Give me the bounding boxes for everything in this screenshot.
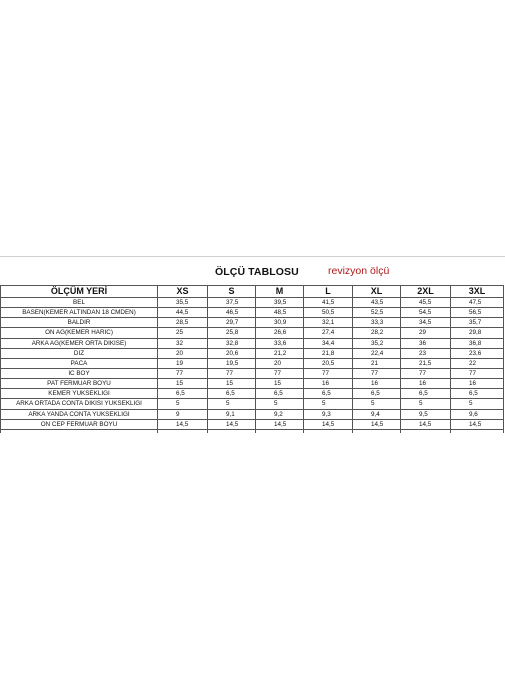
size-value-cell: 5 — [208, 399, 256, 409]
column-header-s: S — [208, 286, 256, 298]
size-value-cell: 16 — [451, 379, 504, 389]
size-value-cell: 32 — [158, 338, 208, 348]
size-value-cell: 6,5 — [401, 389, 451, 399]
column-header-2xl: 2XL — [401, 286, 451, 298]
measurement-label: KEMER YUKSEKLIGI — [1, 389, 158, 399]
size-value-cell: 22 — [451, 358, 504, 368]
size-value-cell: 23,6 — [451, 348, 504, 358]
size-value-cell: 6,5 — [304, 389, 353, 399]
measurement-label: BALDIR — [1, 318, 158, 328]
size-value-cell: 43,5 — [353, 298, 401, 308]
size-value-cell: 35,2 — [353, 338, 401, 348]
size-value-cell: 20 — [158, 348, 208, 358]
size-value-cell: 6,5 — [158, 389, 208, 399]
size-value-cell: 50,5 — [304, 308, 353, 318]
column-header-xl: XL — [353, 286, 401, 298]
size-value-cell: 19 — [158, 358, 208, 368]
size-value-cell: 20,5 — [304, 358, 353, 368]
empty-cell — [256, 429, 304, 433]
size-value-cell: 77 — [158, 368, 208, 378]
empty-cell — [451, 429, 504, 433]
size-value-cell: 77 — [208, 368, 256, 378]
size-value-cell: 9,4 — [353, 409, 401, 419]
measurement-label: ON AG(KEMER HARIC) — [1, 328, 158, 338]
empty-cell — [304, 429, 353, 433]
size-value-cell: 9,2 — [256, 409, 304, 419]
size-value-cell: 36 — [401, 338, 451, 348]
title-row — [0, 256, 505, 285]
measurement-label: IC BOY — [1, 368, 158, 378]
table-row — [1, 419, 504, 429]
size-value-cell: 37,5 — [208, 298, 256, 308]
size-value-cell: 15 — [158, 379, 208, 389]
size-value-cell: 25 — [158, 328, 208, 338]
measurement-label: DIZ — [1, 348, 158, 358]
size-value-cell: 20 — [256, 358, 304, 368]
size-value-cell: 29,7 — [208, 318, 256, 328]
table-row — [1, 338, 504, 348]
size-value-cell: 5 — [353, 399, 401, 409]
size-value-cell: 9,3 — [304, 409, 353, 419]
table-row — [1, 368, 504, 378]
size-value-cell: 26,6 — [256, 328, 304, 338]
size-value-cell: 21,2 — [256, 348, 304, 358]
size-value-cell: 21 — [353, 358, 401, 368]
size-value-cell: 34,4 — [304, 338, 353, 348]
size-value-cell: 16 — [401, 379, 451, 389]
empty-cell — [353, 429, 401, 433]
size-value-cell: 5 — [304, 399, 353, 409]
size-value-cell: 30,9 — [256, 318, 304, 328]
column-header-m: M — [256, 286, 304, 298]
measurement-label: BASEN(KEMER ALTINDAN 18 CMDEN) — [1, 308, 158, 318]
column-header-l: L — [304, 286, 353, 298]
size-value-cell: 77 — [256, 368, 304, 378]
size-value-cell: 77 — [353, 368, 401, 378]
size-value-cell: 9,6 — [451, 409, 504, 419]
table-row — [1, 358, 504, 368]
size-value-cell: 28,5 — [158, 318, 208, 328]
size-value-cell: 6,5 — [451, 389, 504, 399]
measurement-label: ARKA YANDA CONTA YUKSEKLIGI — [1, 409, 158, 419]
size-value-cell: 14,5 — [401, 419, 451, 429]
measurement-label: ARKA AG(KEMER ORTA DIKISE) — [1, 338, 158, 348]
size-value-cell: 16 — [304, 379, 353, 389]
table-row — [1, 348, 504, 358]
size-value-cell: 23 — [401, 348, 451, 358]
size-value-cell: 52,5 — [353, 308, 401, 318]
column-header-measurement: ÖLÇÜM YERİ — [1, 286, 158, 298]
size-value-cell: 77 — [304, 368, 353, 378]
size-value-cell: 33,6 — [256, 338, 304, 348]
empty-cell — [158, 429, 208, 433]
size-value-cell: 35,7 — [451, 318, 504, 328]
size-value-cell: 46,5 — [208, 308, 256, 318]
size-value-cell: 14,5 — [256, 419, 304, 429]
size-value-cell: 5 — [256, 399, 304, 409]
size-value-cell: 54,5 — [401, 308, 451, 318]
size-value-cell: 14,5 — [158, 419, 208, 429]
table-row — [1, 318, 504, 328]
size-value-cell: 22,4 — [353, 348, 401, 358]
column-header-3xl: 3XL — [451, 286, 504, 298]
table-row — [1, 298, 504, 308]
empty-cell — [208, 429, 256, 433]
table-row — [1, 399, 504, 409]
size-value-cell: 14,5 — [353, 419, 401, 429]
size-value-cell: 29,8 — [451, 328, 504, 338]
size-value-cell: 39,5 — [256, 298, 304, 308]
size-value-cell: 14,5 — [208, 419, 256, 429]
measurement-label: BEL — [1, 298, 158, 308]
table-row — [1, 389, 504, 399]
size-value-cell: 16 — [353, 379, 401, 389]
size-value-cell: 14,5 — [304, 419, 353, 429]
size-value-cell: 47,5 — [451, 298, 504, 308]
measurement-label: PACA — [1, 358, 158, 368]
size-value-cell: 9,5 — [401, 409, 451, 419]
table-row — [1, 409, 504, 419]
size-value-cell: 21,5 — [401, 358, 451, 368]
size-value-cell: 9 — [158, 409, 208, 419]
size-value-cell: 25,8 — [208, 328, 256, 338]
size-value-cell: 28,2 — [353, 328, 401, 338]
table-row — [1, 379, 504, 389]
size-value-cell: 35,5 — [158, 298, 208, 308]
size-value-cell: 6,5 — [208, 389, 256, 399]
size-value-cell: 6,5 — [353, 389, 401, 399]
size-value-cell: 41,5 — [304, 298, 353, 308]
size-value-cell: 56,5 — [451, 308, 504, 318]
size-value-cell: 6,5 — [256, 389, 304, 399]
size-value-cell: 29 — [401, 328, 451, 338]
column-header-xs: XS — [158, 286, 208, 298]
size-value-cell: 14,5 — [451, 419, 504, 429]
empty-cell — [401, 429, 451, 433]
header-row — [1, 286, 504, 298]
table-body — [1, 298, 504, 433]
measurement-label: PAT FERMUAR BOYU — [1, 379, 158, 389]
table-row-blank — [1, 429, 504, 433]
size-value-cell: 44,5 — [158, 308, 208, 318]
revision-note: revizyon ölçü — [328, 265, 390, 277]
size-value-cell: 5 — [401, 399, 451, 409]
size-value-cell: 32,8 — [208, 338, 256, 348]
empty-cell — [1, 429, 158, 433]
size-value-cell: 5 — [158, 399, 208, 409]
size-chart-sheet — [0, 256, 505, 437]
measurement-label: ON CEP FERMUAR BOYU — [1, 419, 158, 429]
size-value-cell: 27,4 — [304, 328, 353, 338]
size-value-cell: 19,5 — [208, 358, 256, 368]
chart-title: ÖLÇÜ TABLOSU — [215, 266, 299, 278]
size-value-cell: 48,5 — [256, 308, 304, 318]
size-value-cell: 34,5 — [401, 318, 451, 328]
table-row — [1, 308, 504, 318]
size-value-cell: 33,3 — [353, 318, 401, 328]
size-value-cell: 15 — [256, 379, 304, 389]
size-value-cell: 32,1 — [304, 318, 353, 328]
measurement-label: ARKA ORTADA CONTA DIKISI YUKSEKLIGI — [1, 399, 158, 409]
size-value-cell: 77 — [451, 368, 504, 378]
size-value-cell: 15 — [208, 379, 256, 389]
size-table — [0, 285, 504, 433]
size-value-cell: 20,6 — [208, 348, 256, 358]
size-value-cell: 9,1 — [208, 409, 256, 419]
table-row — [1, 328, 504, 338]
size-value-cell: 5 — [451, 399, 504, 409]
size-value-cell: 77 — [401, 368, 451, 378]
size-value-cell: 21,8 — [304, 348, 353, 358]
size-value-cell: 36,8 — [451, 338, 504, 348]
size-value-cell: 45,5 — [401, 298, 451, 308]
